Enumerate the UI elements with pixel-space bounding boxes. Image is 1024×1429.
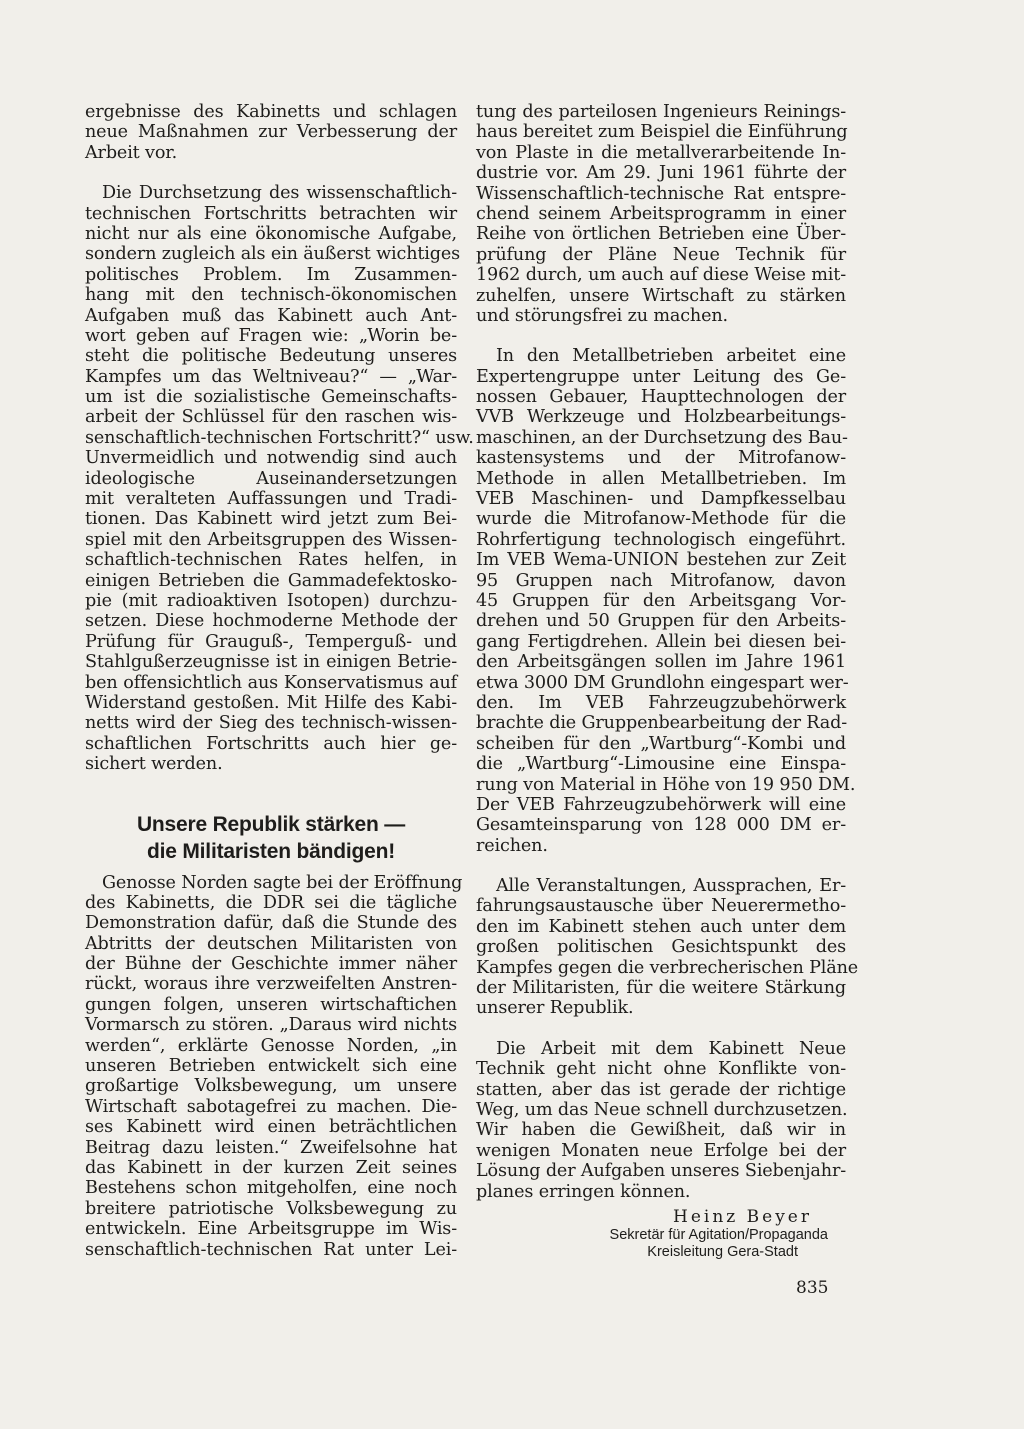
text-line: In den Metallbetrieben arbeitet eine (496, 346, 846, 367)
text-line: prüfung der Pläne Neue Technik für (476, 244, 846, 265)
text-line: setzen. Diese hochmoderne Methode der (85, 611, 457, 632)
text-line: Lösung der Aufgaben unseres Siebenjahr- (476, 1161, 846, 1182)
text-line: entwickeln. Eine Arbeitsgruppe im Wis- (85, 1219, 457, 1240)
text-line: 95 Gruppen nach Mitrofanow, davon (476, 570, 846, 591)
text-line: gang Fertigdrehen. Allein bei diesen bei- (476, 631, 846, 652)
text-line: unserer Republik. (476, 998, 634, 1019)
text-line: 45 Gruppen für den Arbeitsgang Vor- (476, 590, 846, 611)
text-line: Methode in allen Metallbetrieben. Im (476, 468, 846, 489)
text-line: zuhelfen, unsere Wirtschaft zu stärken (476, 285, 846, 306)
text-line: wort geben auf Fragen wie: „Worin be- (85, 325, 457, 346)
text-line: Reihe von örtlichen Betrieben eine Über- (476, 224, 846, 245)
text-line: Die Durchsetzung des wissenschaftlich- (102, 183, 457, 204)
text-line: Stahlgußerzeugnisse ist in einigen Betrie- (85, 652, 457, 673)
heading-line: Unsere Republik stärken — (136, 812, 406, 836)
text-line: Alle Veranstaltungen, Aussprachen, Er- (496, 876, 846, 897)
text-line: Wir haben die Gewißheit, daß wir in (476, 1120, 846, 1141)
text-line: technischen Fortschritts betrachten wir (85, 203, 457, 224)
text-line: von Plaste in die metallverarbeitende In- (476, 142, 846, 163)
text-line: pie (mit radioaktiven Isotopen) durchzu- (85, 590, 457, 611)
text-line: ergebnisse des Kabinetts und schlagen (85, 102, 457, 122)
text-line: Prüfung für Grauguß-, Temperguß- und (85, 631, 457, 652)
text-line: arbeit der Schlüssel für den raschen wis- (85, 407, 457, 428)
text-line: etwa 3000 DM Grundlohn eingespart wer- (476, 672, 849, 693)
text-line: Rohrfertigung technologisch eingeführt. (476, 529, 846, 550)
paragraph (85, 183, 474, 775)
text-line: Wirtschaft sabotagefrei zu machen. Die- (85, 1096, 457, 1117)
text-line: tung des parteilosen Ingenieurs Reinings- (476, 102, 846, 122)
text-line: des Kabinetts, die DDR sei die tägliche (85, 892, 457, 913)
text-line: um ist die sozialistische Gemeinschafts- (85, 387, 457, 408)
paragraph-gap (476, 856, 846, 876)
text-line: den. Im VEB Fahrzeugzubehörwerk (476, 692, 846, 713)
text-line: wenigen Monaten neue Erfolge bei der (476, 1140, 846, 1161)
paragraph-gap (476, 326, 846, 346)
text-line: neue Maßnahmen zur Verbesserung der (85, 122, 457, 143)
text-line: breitere patriotische Volksbewegung zu (85, 1198, 457, 1219)
text-line: politisches Problem. Im Zusammen- (85, 264, 457, 285)
text-line: und störungsfrei zu machen. (476, 305, 728, 326)
text-line: werden“, erklärte Genosse Norden, „in (85, 1035, 457, 1056)
text-line: unseren Betrieben entwickelt sich eine (85, 1056, 457, 1077)
text-line: Kampfes gegen die verbrecherischen Pläne (476, 957, 859, 978)
text-line: haus bereitet zum Beispiel die Einführung (476, 122, 848, 143)
text-line: Aufgaben muß das Kabinett auch Ant- (85, 305, 457, 326)
text-line: schaftlich-technischen Rates helfen, in (85, 550, 457, 571)
text-line: Vormarsch zu stören. „Daraus wird nichts (85, 1015, 457, 1036)
text-line: mit veralteten Auffassungen und Tradi- (85, 489, 457, 510)
author-name: Heinz Beyer (673, 1207, 812, 1227)
page-number: 835 (796, 1278, 829, 1298)
text-line: steht die politische Bedeutung unseres (85, 346, 457, 367)
text-line: VVB Werkzeuge und Holzbearbeitungs- (476, 407, 846, 428)
text-line: großartige Volksbewegung, um unsere (85, 1076, 457, 1097)
text-line: fahrungsaustausche über Neuerermetho- (476, 896, 846, 917)
text-line: drehen und 50 Gruppen für den Arbeits- (476, 611, 846, 632)
text-line: der Militaristen, für die weitere Stärkung (476, 978, 846, 999)
text-line: Unvermeidlich und notwendig sind auch (85, 448, 457, 469)
paragraph (476, 346, 856, 856)
text-line: Weg, um das Neue schnell durchzusetzen. (476, 1099, 848, 1120)
text-line: ideologische Auseinandersetzungen (85, 468, 457, 489)
text-line: chend seinem Arbeitsprogramm in einer (476, 203, 846, 224)
text-line: Abtritts der deutschen Militaristen von (85, 933, 457, 954)
text-line: tionen. Das Kabinett wird jetzt zum Bei- (85, 509, 457, 530)
paragraph-gap (476, 1019, 846, 1039)
text-line: das Kabinett in der kurzen Zeit seines (85, 1157, 457, 1178)
text-line: ben offensichtlich aus Konservatismus auf (85, 672, 457, 693)
text-line: statten, aber das ist gerade der richtige (476, 1079, 846, 1100)
text-line: Technik geht nicht ohne Konflikte von- (476, 1059, 846, 1080)
text-line: sichert werden. (85, 754, 223, 775)
text-line: der Bühne der Geschichte immer näher (85, 954, 457, 975)
text-line: kastensystems und der Mitrofanow- (476, 448, 846, 469)
text-line: netts wird der Sieg des technisch-wissen- (85, 713, 457, 734)
text-line: Beitrag dazu leisten.“ Zweifelsohne hat (85, 1137, 457, 1158)
text-line: hang mit den technisch-ökonomischen (85, 285, 457, 306)
text-line: großen politischen Gesichtspunkt des (476, 937, 846, 958)
text-line: scheiben für den „Wartburg“-Kombi und (476, 733, 846, 754)
heading-line: die Militaristen bändigen! (147, 839, 395, 863)
text-line: rückt, woraus ihre verzweifelten Anstren- (85, 974, 457, 995)
text-line: brachte die Gruppenbearbeitung der Rad- (476, 713, 848, 734)
text-line: Wissenschaftlich-technische Rat entspre- (476, 183, 846, 204)
text-line: dustrie vor. Am 29. Juni 1961 führte der (476, 163, 846, 184)
section-heading (85, 811, 457, 865)
text-line: senschaftlich-technischen Rat unter Lei- (85, 1239, 457, 1260)
text-line: Genosse Norden sagte bei der Eröffnung (102, 872, 463, 893)
author-role: Sekretär für Agitation/Propaganda (609, 1227, 828, 1243)
right-column (476, 102, 859, 1202)
paragraph-gap (85, 163, 457, 183)
paragraph (85, 872, 463, 1260)
text-line: den Arbeitsgängen sollen im Jahre 1961 (476, 652, 846, 673)
left-column (85, 102, 474, 1260)
text-line: Arbeit vor. (85, 142, 178, 163)
text-line: Expertengruppe unter Leitung des Ge- (476, 366, 846, 387)
paragraph (476, 876, 859, 1019)
text-line: den im Kabinett stehen auch unter dem (476, 916, 846, 937)
text-line: ses Kabinett wird einen beträchtlichen (85, 1117, 457, 1138)
paragraph (476, 102, 846, 326)
text-line: einigen Betrieben die Gammadefektosko- (85, 570, 457, 591)
paragraph (85, 102, 457, 163)
text-line: wurde die Mitrofanow-Methode für die (476, 509, 846, 530)
text-line: maschinen, an der Durchsetzung des Bau- (476, 427, 848, 448)
text-line: Der VEB Fahrzeugzubehörwerk will eine (476, 794, 846, 815)
text-line: VEB Maschinen- und Dampfkesselbau (476, 489, 846, 510)
text-line: reichen. (476, 835, 548, 856)
text-line: Demonstration dafür, daß die Stunde des (85, 913, 457, 934)
text-line: Widerstand gestoßen. Mit Hilfe des Kabi- (85, 692, 457, 713)
text-line: rung von Material in Höhe von 19 950 DM. (476, 774, 856, 795)
text-line: Die Arbeit mit dem Kabinett Neue (496, 1038, 846, 1059)
signature-block (476, 1207, 846, 1261)
text-line: sondern zugleich als ein äußerst wichtiges (85, 244, 461, 265)
text-line: Gesamteinsparung von 128 000 DM er- (476, 815, 846, 836)
text-line: die „Wartburg“-Limousine eine Einspa- (476, 754, 846, 775)
author-organization: Kreisleitung Gera-Stadt (647, 1244, 798, 1260)
text-line: 1962 durch, um auch auf diese Weise mit- (476, 265, 846, 286)
text-line: Bestehens schon mitgeholfen, eine noch (85, 1178, 457, 1199)
text-line: spiel mit den Arbeitsgruppen des Wissen- (85, 529, 457, 550)
text-line: planes erringen können. (476, 1181, 691, 1202)
text-line: gungen folgen, unseren wirtschaftichen (85, 994, 457, 1015)
text-line: senschaftlich-technischen Fortschritt?“ usw. (85, 427, 474, 448)
paragraph (476, 1039, 846, 1202)
text-line: nossen Gebauer, Haupttechnologen der (476, 387, 846, 408)
text-line: Im VEB Wema-UNION bestehen zur Zeit (476, 550, 846, 571)
text-line: nicht nur als eine ökonomische Aufgabe, (85, 223, 457, 244)
text-line: Kampfes um das Weltniveau?“ — „War- (85, 366, 457, 387)
text-line: schaftlichen Fortschritts auch hier ge- (85, 733, 457, 754)
